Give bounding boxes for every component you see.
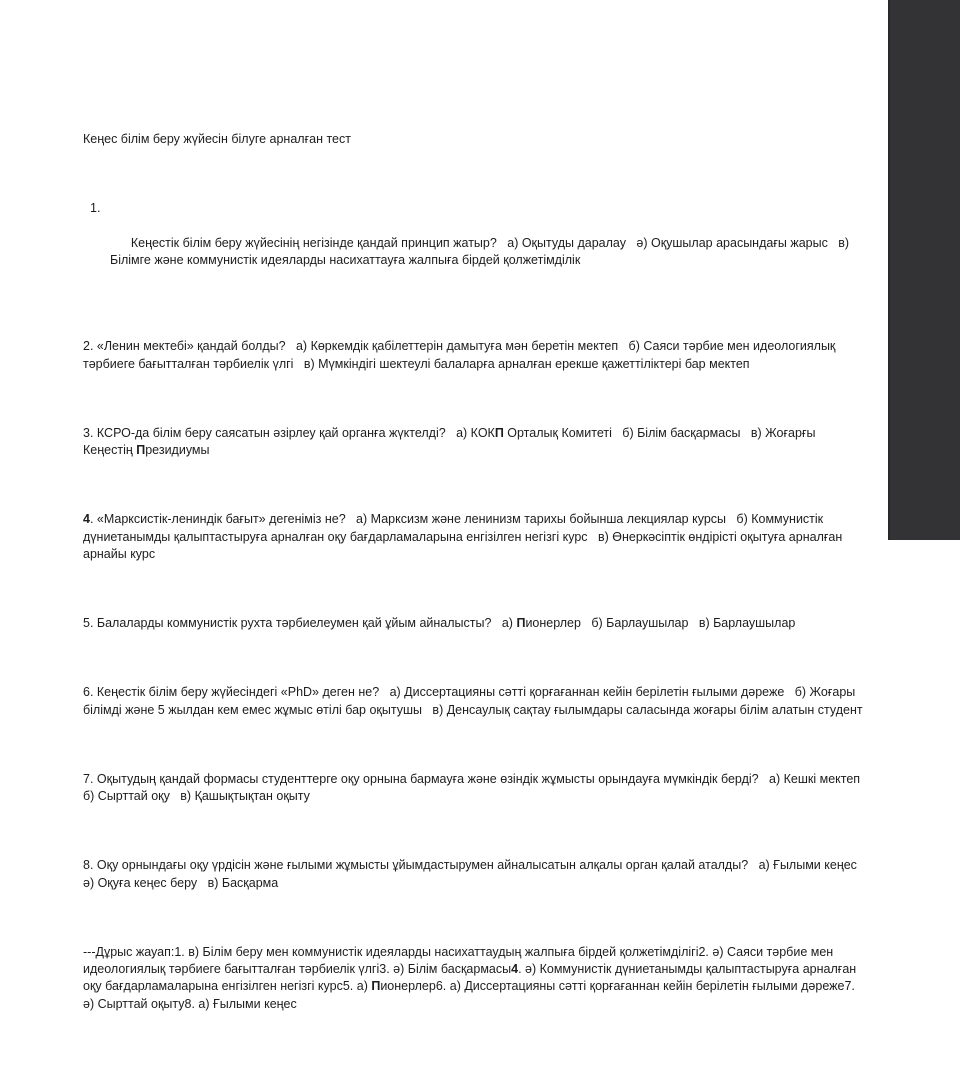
test-content	[83, 79, 871, 1065]
question-6: 6. Кеңестік білім беру жүйесіндегі «PhD» деген не? а) Диссертацияны сәтті қорғағаннан кейін берілетін ғылыми дәреже б) Жоғары білімді және 5 жылдан кем емес жұмыс өтілі бар оқытушы в) Денсаулық сақтау ғылымдары саласында жоғары білім алатын студент	[83, 685, 863, 717]
right-dark-panel	[888, 0, 960, 540]
question-4: 4. «Марксистік-лениндік бағыт» дегеніміз не? а) Марксизм және ленинизм тарихы бойынша лекциялар курсы б) Коммунистік дүниетанымды қалыптастыруға арналған оқу бағдарламаларына енгізілген негізгі курс в) Өнеркәсіптік өндірісті оқытуға арналған арнайы курс	[83, 512, 846, 562]
answer-key-paragraph: ---Дұрыс жауап:1. в) Білім беру мен коммунистік идеяларды насихаттаудың жалпыға бірдей қолжетімділігі2. ә) Саяси тәрбие мен идеологиялық тәрбиеге бағытталған тәрбиелік үлгі3. ә) Білім басқармасы4. ә) Коммунистік дүниетанымды қалыптастыруға арналған оқу бағдарламаларына енгізілген негізгі курс5. а) Пионерлер6. а) Диссертацияны сәтті қорғағаннан кейін берілетін ғылыми дәреже7. ә) Сырттай оқыту8. а) Ғылыми кеңес	[83, 944, 860, 1011]
question-1	[83, 200, 865, 286]
question-3: 3. КСРО-да білім беру саясатын әзірлеу қай органға жүктелді? а) КОКП Орталық Комитеті б) Білім басқармасы в) Жоғарғы Кеңестің Президиумы	[83, 425, 819, 458]
question-7: 7. Оқытудың қандай формасы студенттерге оқу орнына бармауға және өзіндік жұмысты орындауға мүмкіндік берді? а) Кешкі мектеп б) Сырттай оқу в) Қашықтықтан оқыту	[83, 771, 871, 804]
test-title: Кеңес білім беру жүйесін білуге арналған тест	[83, 131, 351, 146]
question-5: 5. Балаларды коммунистік рухта тәрбиелеумен қай ұйым айналысты? а) Пионерлер б) Барлаушылар в) Барлаушылар	[83, 616, 796, 631]
question-8: 8. Оқу орнындағы оқу үрдісін және ғылыми жұмысты ұйымдастырумен айналысатын алқалы орган қалай аталды? а) Ғылыми кеңес ә) Оқуға кеңес беру в) Басқарма	[83, 858, 868, 890]
question-1-number: 1.	[90, 201, 101, 216]
question-2: 2. «Ленин мектебі» қандай болды? а) Көркемдік қабілеттерін дамытуға мән беретін мектеп б) Саяси тәрбие мен идеологиялық тәрбиеге бағытталған тәрбиелік үлгі в) Мүмкіндігі шектеулі балаларға арналған ерекше қажеттіліктері бар мектеп	[83, 339, 839, 371]
question-1-text: Кеңестік білім беру жүйесінің негізінде қандай принцип жатыр? а) Оқытуды даралау ә) Оқушылар арасындағы жарыс в) Білімге және коммунистік идеяларды насихаттауға жалпыға бірдей қолжетімділік	[110, 235, 853, 267]
